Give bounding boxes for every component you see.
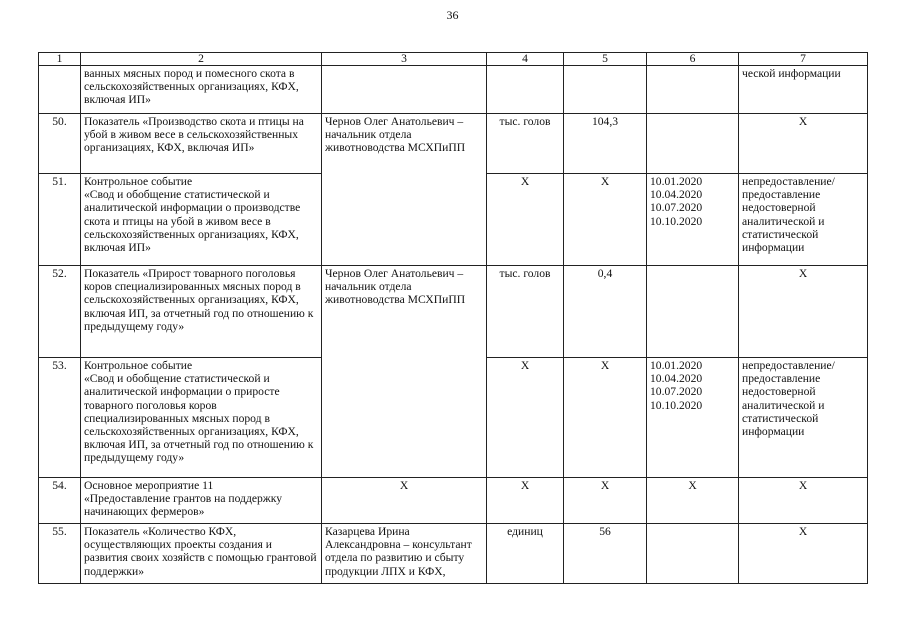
col-header-5: 5	[564, 53, 647, 66]
row-unit: тыс. голов	[487, 114, 564, 174]
row-number: 51.	[39, 174, 81, 266]
row-responsible: Х	[322, 478, 487, 524]
row-responsible: Чернов Олег Анатольевич – начальник отдела животноводства МСХПиПП	[322, 266, 487, 478]
header-row	[39, 53, 868, 66]
row-value: Х	[564, 358, 647, 478]
table-row	[39, 478, 868, 524]
page-number: 36	[446, 8, 459, 22]
row-value: Х	[564, 478, 647, 524]
row-unit	[487, 66, 564, 114]
row-description: ванных мясных пород и помесного скота в сельскохозяйственных организациях, КФХ, включая ИП»	[81, 66, 322, 114]
row-risk: Х	[739, 266, 868, 358]
row-number: 50.	[39, 114, 81, 174]
col-header-1: 1	[39, 53, 81, 66]
row-dates: 10.01.2020 10.04.2020 10.07.2020 10.10.2020	[647, 358, 739, 478]
row-value: 0,4	[564, 266, 647, 358]
row-dates	[647, 524, 739, 584]
row-description: Показатель «Производство скота и птицы на убой в живом весе в сельскохозяйственных организациях, КФХ, включая ИП»	[81, 114, 322, 174]
row-dates: Х	[647, 478, 739, 524]
table-row	[39, 266, 868, 358]
row-value: 104,3	[564, 114, 647, 174]
row-risk: Х	[739, 524, 868, 584]
row-dates: 10.01.2020 10.04.2020 10.07.2020 10.10.2020	[647, 174, 739, 266]
row-risk: непредоставление/ предоставление недостоверной аналитической и статистической информации	[739, 358, 868, 478]
row-risk: Х	[739, 478, 868, 524]
row-value: Х	[564, 174, 647, 266]
col-header-7: 7	[739, 53, 868, 66]
row-number: 55.	[39, 524, 81, 584]
row-description: Показатель «Количество КФХ, осуществляющих проекты создания и развития своих хозяйств с помощью грантовой поддержки»	[81, 524, 322, 584]
plan-table	[38, 52, 868, 584]
row-number: 52.	[39, 266, 81, 358]
row-value: 56	[564, 524, 647, 584]
row-dates	[647, 266, 739, 358]
row-unit: единиц	[487, 524, 564, 584]
row-number	[39, 66, 81, 114]
row-description: Основное мероприятие 11 «Предоставление грантов на поддержку начинающих фермеров»	[81, 478, 322, 524]
row-unit: тыс. голов	[487, 266, 564, 358]
row-number: 54.	[39, 478, 81, 524]
row-unit: Х	[487, 478, 564, 524]
row-value	[564, 66, 647, 114]
row-responsible: Чернов Олег Анатольевич – начальник отдела животноводства МСХПиПП	[322, 114, 487, 266]
row-unit: Х	[487, 174, 564, 266]
table-row	[39, 524, 868, 584]
col-header-4: 4	[487, 53, 564, 66]
row-description: Показатель «Прирост товарного поголовья коров специализированных мясных пород в сельскохозяйственных организациях, КФХ, включая ИП, за отчетный год по отношению к предыдущему году»	[81, 266, 322, 358]
row-responsible	[322, 66, 487, 114]
table-row	[39, 114, 868, 174]
row-number: 53.	[39, 358, 81, 478]
row-description: Контрольное событие «Свод и обобщение статистической и аналитической информации о приросте товарного поголовья коров специализированных мясных пород в сельскохозяйственных организациях, КФХ, включая ИП, за отчетный год по отношению к предыдущему году»	[81, 358, 322, 478]
col-header-2: 2	[81, 53, 322, 66]
row-risk: ческой информации	[739, 66, 868, 114]
table-row	[39, 66, 868, 114]
row-responsible: Казарцева Ирина Александровна – консультант отдела по развитию и сбыту продукции ЛПХ и КФХ,	[322, 524, 487, 584]
row-description: Контрольное событие «Свод и обобщение статистической и аналитической информации о производстве скота и птицы на убой в живом весе в сельскохозяйственных организациях, КФХ, включая ИП»	[81, 174, 322, 266]
col-header-3: 3	[322, 53, 487, 66]
col-header-6: 6	[647, 53, 739, 66]
row-dates	[647, 114, 739, 174]
row-risk: непредоставление/ предоставление недостоверной аналитической и статистической информации	[739, 174, 868, 266]
row-dates	[647, 66, 739, 114]
row-risk: Х	[739, 114, 868, 174]
row-unit: Х	[487, 358, 564, 478]
